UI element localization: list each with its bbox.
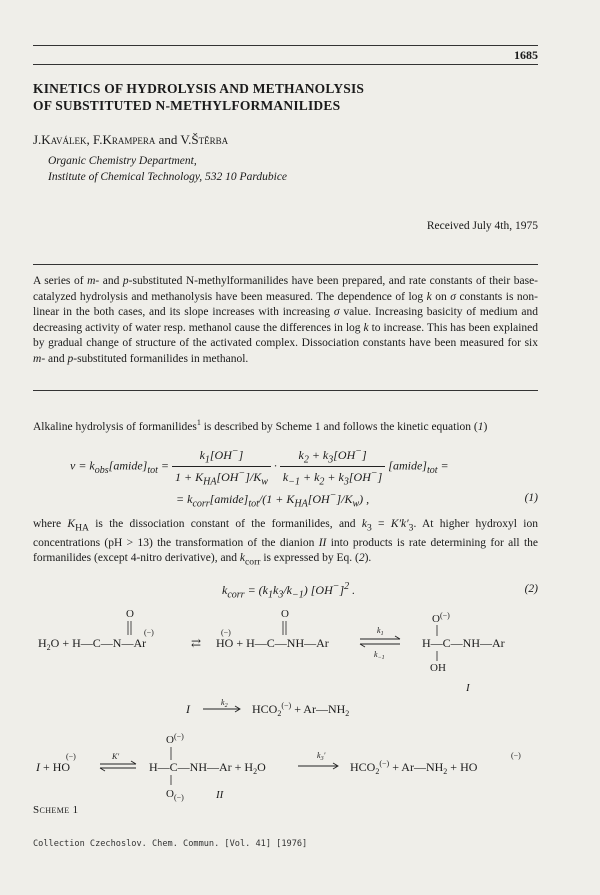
svg-text:O(−): O(−) [432, 611, 450, 625]
equation-1-number: (1) [524, 492, 538, 504]
svg-text:k1: $k_1$ [377, 626, 384, 637]
svg-text:⇄: ⇄ [191, 636, 202, 650]
equation-1-line-2: = $k_{corr}[amide]_{tot}/(1 + K_{HA}[OH^-]/K_w)$ , [176, 490, 370, 510]
abstract-rule-top [33, 264, 538, 265]
svg-text:O(−): $O_{(-)}$ [166, 788, 184, 802]
header-rule [33, 45, 538, 46]
article-title [33, 80, 364, 114]
equation-2: $k_{corr} = (k_1k_3/k_{-1})$ $[OH^-]^2$ . [222, 581, 356, 601]
svg-text:k2: $k_2$ [221, 698, 228, 709]
header-rule-lower [33, 64, 538, 65]
svg-text:H2O + H—C—N—Ar: $H_2O$ + H—C—N—Ar [38, 636, 147, 652]
label-II: II [216, 789, 224, 801]
svg-text:(−): (−) [511, 751, 521, 760]
affiliation-line-1: Organic Chemistry Department, [48, 155, 197, 167]
equation-2-number: (2) [524, 583, 538, 595]
page-number: 1685 [514, 48, 538, 62]
authors: J.Kaválek, F.Krampera and V.Štěrba [33, 132, 229, 147]
svg-text:(−): (−) [221, 628, 231, 637]
scheme-1-diagram [0, 605, 600, 805]
intro-paragraph: Alkaline hydrolysis of formanilides$^1$ is described by Scheme 1 and follows the kinetic equation (1) [33, 418, 488, 433]
affiliation [48, 154, 287, 185]
received-date: Received July 4th, 1975 [426, 220, 538, 232]
svg-text:(−): (−) [66, 752, 76, 761]
svg-text:O: O [281, 608, 289, 620]
title-line-1: KINETICS OF HYDROLYSIS AND METHANOLYSIS [33, 81, 365, 96]
svg-text:O: O [126, 608, 134, 620]
svg-text:k−1: $k_{-1}$ [374, 650, 385, 661]
svg-text:I: I [186, 702, 190, 716]
svg-text:(−): (−) [144, 628, 154, 637]
footer-citation: Collection Czechoslov. Chem. Commun. [Vol. 41] [1976] [33, 839, 308, 849]
abstract: A series of m- and p-substituted N-methylformanilides have been prepared, and rate constants of their base-catalyzed hydrolysis and methanolysis have been measured. The dependence of log k on σ constants is non-linear in the both cases, and its slope increases with increasing σ value. Increasing basicity of medium and decreasing activity of water resp. methanol cause the differences in log k to increase. This has been explained by gradual change of structure of the activated complex. Dissociation constants have been measured for six m- and p-substituted formanilides in methanol. [33, 275, 539, 365]
affiliation-line-2: Institute of Chemical Technology, 532 10 Pardubice [48, 170, 288, 183]
svg-text:O(−): O(−) [166, 732, 184, 746]
where-paragraph: where $K_{HA}$ is the dissociation constant of the formanilides, and $k_3 = K'k'_3$. At higher hydroxyl ion concentrations (pH > 13) the transformation of the dianion II into products is rate determining for all the formanilides (except 4-nitro derivative), and $k_{corr}$ is expressed by Eq. (2). [33, 518, 538, 568]
svg-text:H—C—NH—Ar: H—C—NH—Ar [422, 636, 505, 650]
svg-text:I + HO: I + HO [36, 760, 71, 774]
label-I-right: I [466, 682, 470, 694]
abstract-rule-bottom [33, 390, 538, 391]
svg-text:HCO2(−) + Ar—NH2: $HCO_2^{(-)}$ + $Ar—NH_2$ [252, 701, 350, 718]
scheme-label: Scheme 1 [33, 804, 79, 816]
svg-text:OH: OH [430, 662, 446, 674]
svg-text:HCO2(−) + Ar—NH2 + HO: $HCO_2^{(-)}$ + $Ar—NH_2$ + HO [350, 759, 478, 776]
svg-text:k3′: $k_3'$ [317, 751, 326, 762]
equation-1-line-1: $v = k_{obs}[amide]_{tot}$ = $\frac{k_1[OH^-]}{1 + K_{HA}[OH^-]/K_w}$ · $\frac{k_2 + k_3[OH^-]}{k_{-1} + k_2 + k_3[OH^-]}$ $[amide]_{tot}$ = [70, 446, 449, 488]
svg-text:HO + H—C—NH—Ar: HO + H—C—NH—Ar [216, 636, 329, 650]
svg-text:H—C—NH—Ar + H2O: H—C—NH—Ar + $H_2O$ [149, 760, 266, 776]
title-line-2: OF SUBSTITUTED N-METHYLFORMANILIDES [33, 98, 341, 113]
svg-text:K′: K′ [112, 752, 120, 761]
